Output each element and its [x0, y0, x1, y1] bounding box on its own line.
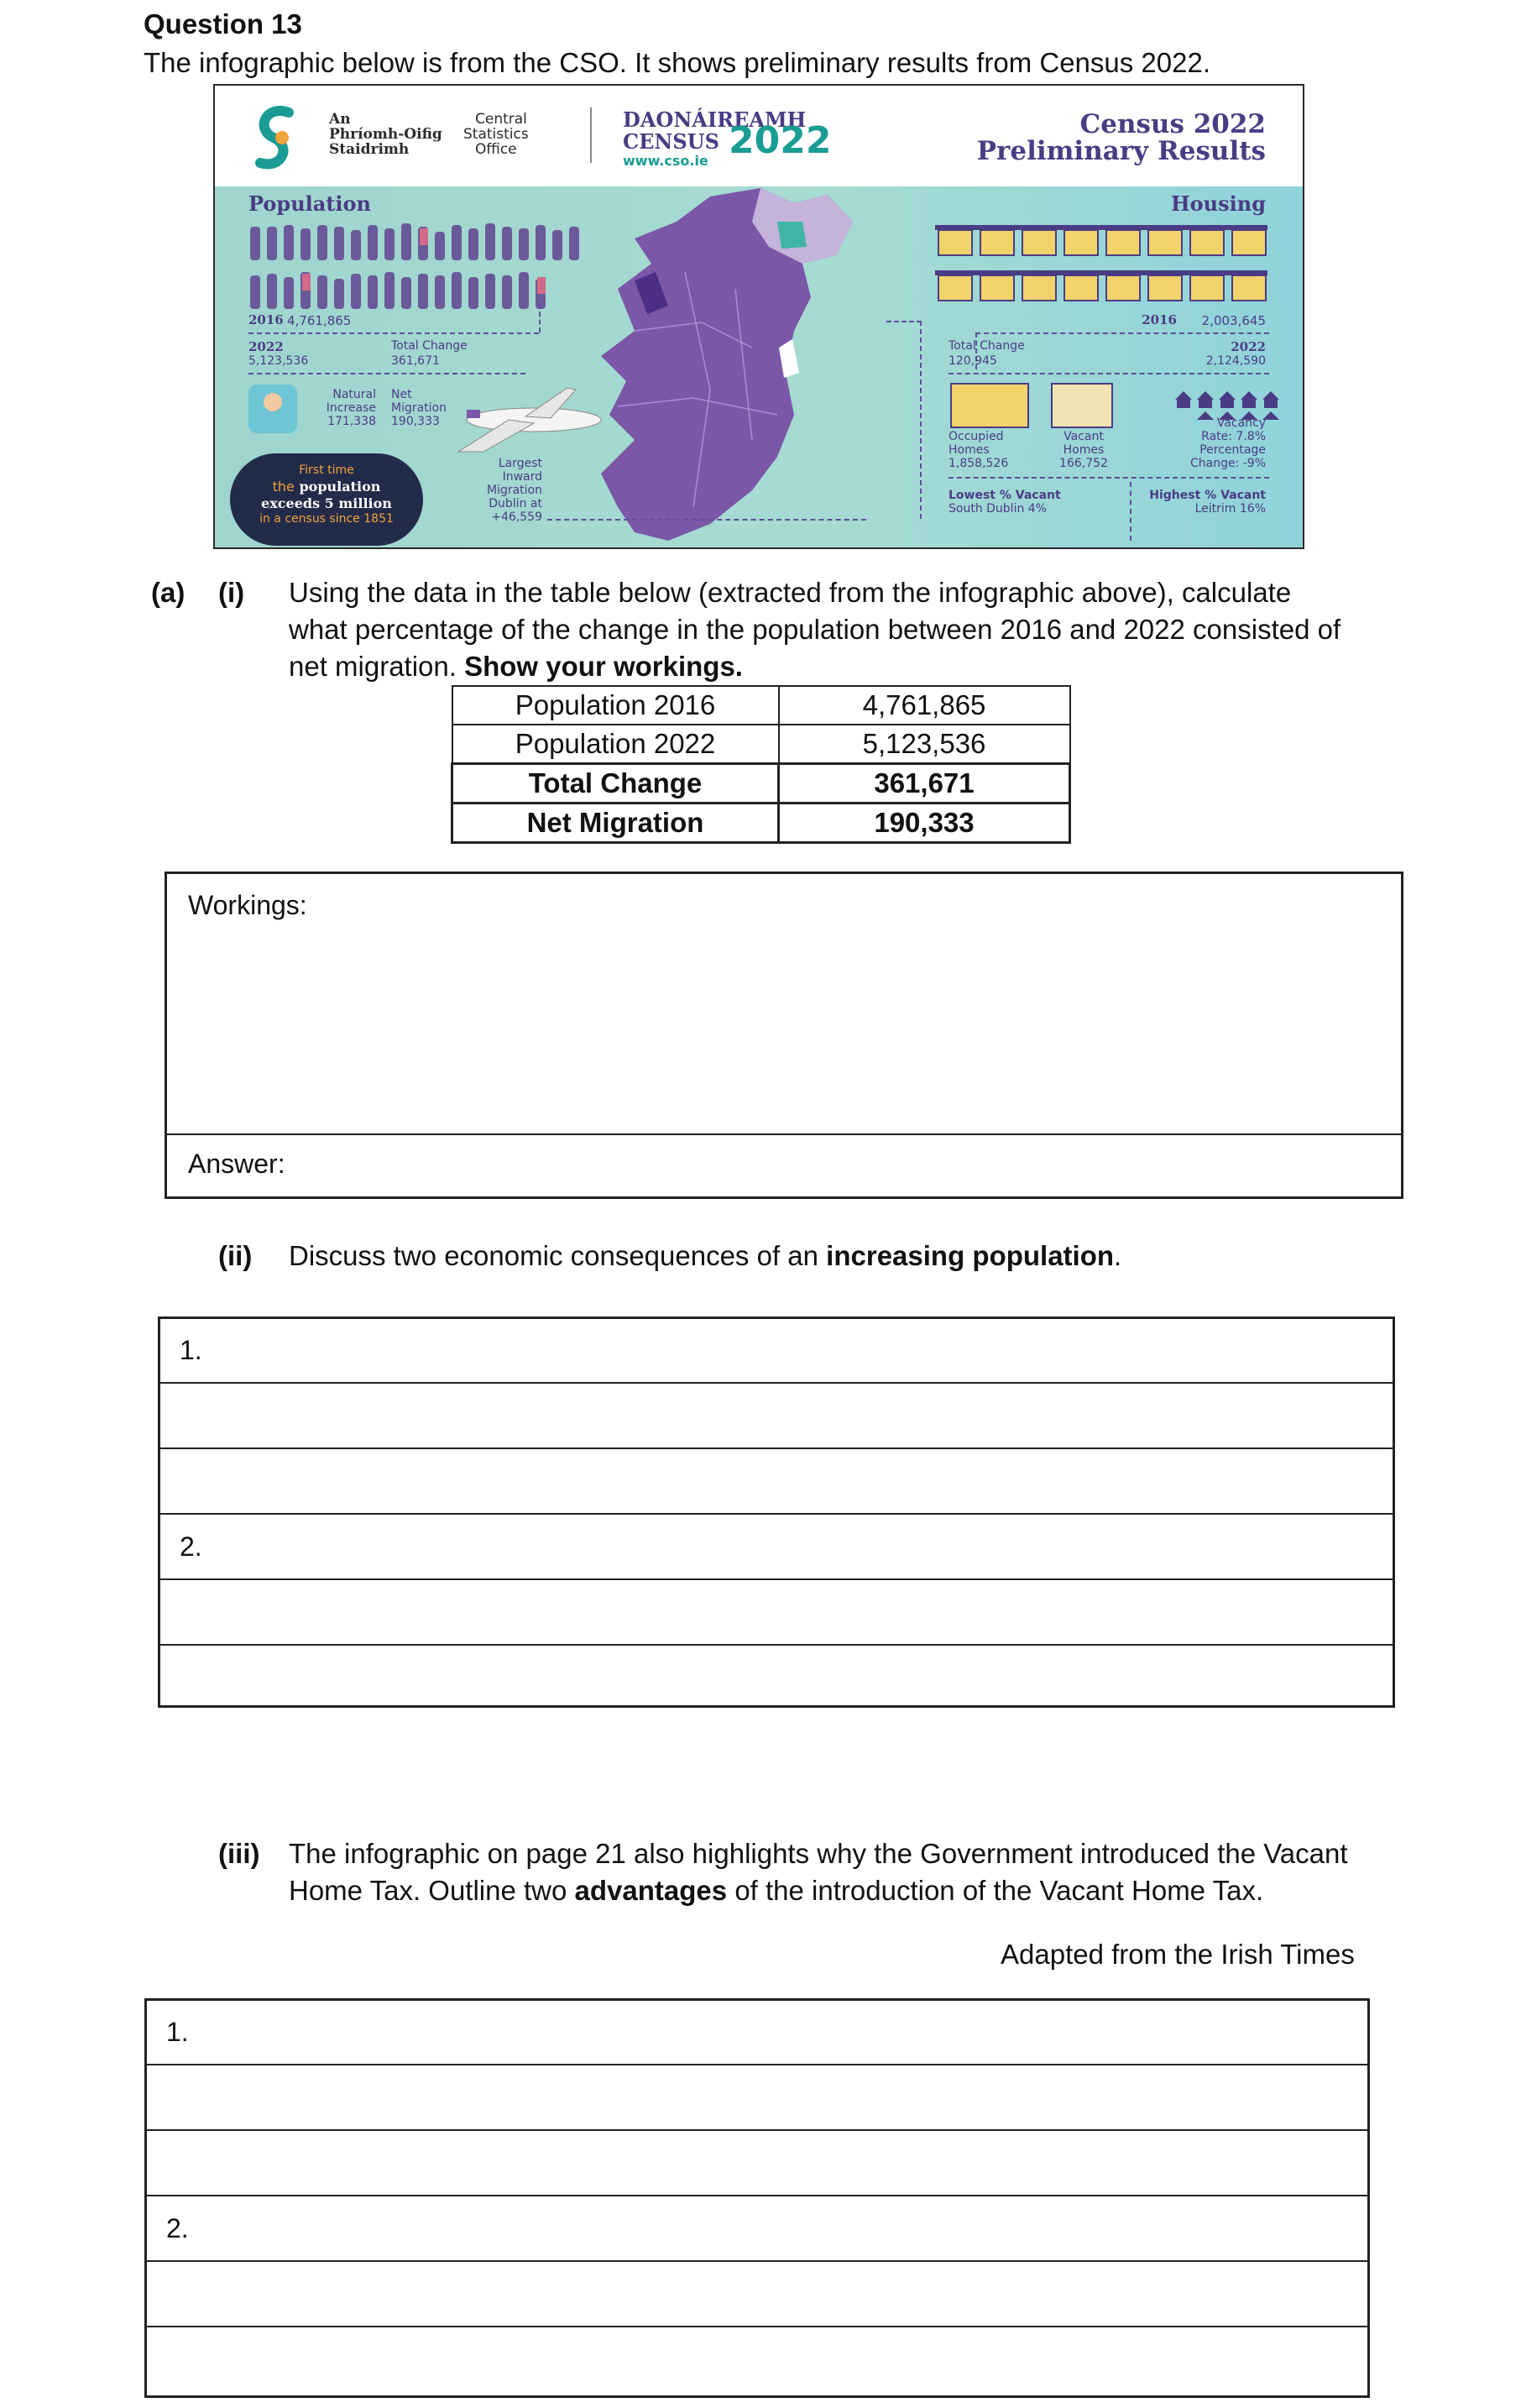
housing-heading: Housing [1171, 191, 1266, 216]
lowest-vacant-label: Lowest % Vacant [949, 489, 1061, 502]
baby-head-shape [264, 393, 282, 411]
map-connector-top [886, 321, 922, 322]
show-workings-emphasis: Show your workings. [464, 651, 743, 682]
largest-line-1: Largest [498, 457, 542, 470]
vacant-house-icon [1051, 383, 1113, 428]
table-row [452, 686, 1070, 725]
increasing-population-emphasis: increasing population [826, 1240, 1115, 1271]
part-ii-label: (ii) [218, 1240, 253, 1271]
housing-divider [975, 332, 1269, 334]
first-time-line-4: in a census since 1851 [259, 512, 394, 526]
vacancy-line-3: Percentage [1199, 443, 1266, 457]
natural-increase-label-2: Increase [326, 401, 376, 415]
table-cell: Population 2022 [452, 725, 779, 764]
answer-line [144, 2326, 1370, 2327]
dublin-connector [547, 519, 866, 521]
workings-answer-box[interactable] [165, 872, 1403, 1199]
map-connector [920, 321, 922, 519]
part-a-ii-text-post: . [1114, 1240, 1122, 1271]
answer-label: Answer: [188, 1149, 285, 1179]
population-heading: Population [248, 191, 371, 216]
houses-row-icon [935, 220, 1271, 312]
occupied-label-2: Homes [949, 443, 990, 457]
housing-2016-value: 2,003,645 [1201, 313, 1266, 328]
workings-label: Workings: [188, 890, 307, 920]
vacant-value: 166,752 [1059, 457, 1108, 470]
occupied-value: 1,858,526 [949, 457, 1009, 470]
answer-line [144, 2129, 1370, 2131]
vacant-label-1: Vacant [1063, 430, 1104, 443]
logo-central: Central [475, 111, 527, 128]
answer-line [144, 2064, 1370, 2065]
first-time-line-2 [230, 479, 423, 495]
census-label: CENSUS [623, 129, 719, 154]
answer-line [158, 1644, 1395, 1646]
part-ii-answer-box[interactable] [158, 1317, 1395, 1708]
pop-2022-year: 2022 [248, 339, 284, 354]
answer-line [158, 1382, 1395, 1384]
pop-total-change-value: 361,671 [391, 354, 440, 368]
daonaireamh-label: DAONÁIREAMH [623, 107, 807, 132]
occupied-label-1: Occupied [949, 430, 1004, 443]
question-intro: The infographic below is from the CSO. It shows preliminary results from Census 2022. [144, 47, 1211, 78]
vacant-label-2: Homes [1063, 443, 1105, 457]
table-cell: 361,671 [779, 764, 1070, 804]
census-year: 2022 [729, 119, 832, 162]
housing-total-change-label: Total Change [949, 339, 1025, 353]
census-infographic [213, 84, 1304, 549]
part-ii-item-2: 2. [180, 1531, 202, 1562]
pop-2022-value: 5,123,536 [248, 354, 309, 368]
net-migration-label-1: Net [391, 388, 412, 401]
first-time-line-3: exceeds 5 million [261, 495, 392, 511]
vacancy-line-4: Change: -9% [1189, 457, 1266, 470]
part-a-iii-line-2 [289, 1872, 1263, 1909]
housing-2022-year: 2022 [1231, 339, 1266, 354]
pop-total-change-label: Total Change [391, 339, 468, 353]
answer-line [158, 1513, 1395, 1515]
part-a-ii-text-pre: Discuss two economic consequences of an [289, 1240, 818, 1271]
net-migration-label-2: Migration [391, 401, 447, 415]
ireland-map-icon [584, 188, 886, 549]
housing-divider-3 [949, 477, 1269, 479]
answer-line [158, 1578, 1395, 1580]
largest-line-4: Dublin at [489, 497, 542, 510]
table-cell: Population 2016 [452, 686, 779, 725]
part-ii-item-1: 1. [180, 1335, 202, 1365]
table-cell: Total Change [452, 764, 779, 804]
cso-website: www.cso.ie [623, 153, 708, 169]
table-cell: 4,761,865 [779, 686, 1070, 725]
logo-divider [590, 107, 592, 163]
first-time-line-1: First time [299, 463, 354, 477]
part-a-iii-line-2-post: of the introduction of the Vacant Home Tax. [734, 1875, 1264, 1906]
part-a-iii-line-1: The infographic on page 21 also highlights why the Government introduced the Vacant [289, 1838, 1348, 1869]
question-title: Question 13 [144, 8, 302, 39]
infographic-header [215, 86, 1303, 186]
pop-2016-value: 4,761,865 [287, 313, 352, 328]
part-i-label: (i) [218, 577, 245, 608]
part-iii-item-2: 2. [166, 2213, 189, 2243]
results-title-2: Preliminary Results [976, 136, 1266, 166]
part-iii-answer-box[interactable] [144, 1998, 1370, 2398]
part-iii-item-1: 1. [166, 2017, 189, 2047]
part-iii-label: (iii) [218, 1838, 260, 1869]
housing-divider-2 [949, 373, 1269, 374]
vacancy-line-1: Vacancy [1216, 416, 1266, 430]
table-row [452, 725, 1070, 764]
part-a-i-line-2: what percentage of the change in the population between 2016 and 2022 consisted of [289, 614, 1341, 645]
vacancy-line-2: Rate: 7.8% [1201, 430, 1266, 443]
first-time-line-2-pre: the [272, 479, 295, 495]
logo-an: An [329, 111, 351, 128]
table-row [452, 764, 1070, 804]
natural-increase-label-1: Natural [332, 388, 376, 401]
logo-phriomh: Phríomh-Oifig [329, 126, 442, 143]
answer-line [144, 2260, 1370, 2262]
population-table [451, 685, 1071, 844]
part-a-i-line-3-text: net migration. [289, 651, 457, 682]
answer-divider [165, 1133, 1403, 1135]
part-a-ii-text [289, 1238, 1121, 1275]
advantages-emphasis: advantages [574, 1875, 728, 1906]
table-row [452, 804, 1070, 843]
logo-staidrimh: Staidrimh [329, 141, 410, 158]
lowest-vacant-value: South Dublin 4% [949, 502, 1047, 516]
part-a-label: (a) [151, 577, 186, 608]
answer-line [158, 1447, 1395, 1449]
pop-divider [248, 332, 539, 334]
highest-vacant-value: Leitrim 16% [1194, 502, 1266, 516]
airplane-icon [442, 385, 609, 460]
logo-office: Office [475, 141, 517, 158]
part-a-i-line-1: Using the data in the table below (extracted from the infographic above), calculate [289, 577, 1292, 608]
results-title-1: Census 2022 [1079, 109, 1266, 139]
part-a-iii-line-2-pre: Home Tax. Outline two [289, 1875, 567, 1906]
infographic-body [215, 186, 1303, 549]
source-credit: Adapted from the Irish Times [1001, 1939, 1355, 1970]
natural-increase-value: 171,338 [327, 415, 376, 428]
housing-total-change-value: 120,945 [949, 354, 997, 368]
table-cell: 190,333 [779, 804, 1070, 843]
largest-line-5: +46,559 [491, 510, 542, 524]
net-migration-value: 190,333 [391, 415, 440, 428]
part-a-i-line-3 [289, 648, 743, 685]
largest-line-3: Migration [486, 484, 542, 497]
housing-divider-vertical [1130, 482, 1131, 541]
housing-2016-year: 2016 [1142, 312, 1177, 327]
logo-statistics: Statistics [463, 126, 529, 143]
first-time-line-2-bold: population [299, 479, 381, 495]
largest-line-2: Inward [502, 470, 542, 484]
occupied-house-icon [950, 383, 1029, 428]
pop-connector [539, 304, 541, 332]
housing-2022-value: 2,124,590 [1205, 354, 1266, 368]
answer-line [144, 2195, 1370, 2196]
people-crowd-icon [247, 220, 608, 317]
cso-logo-icon [248, 104, 307, 171]
pop-divider-2 [248, 373, 525, 374]
table-cell: Net Migration [452, 804, 779, 843]
table-cell: 5,123,536 [779, 725, 1070, 764]
highest-vacant-label: Highest % Vacant [1149, 489, 1266, 502]
pop-2016-year: 2016 [248, 312, 284, 327]
